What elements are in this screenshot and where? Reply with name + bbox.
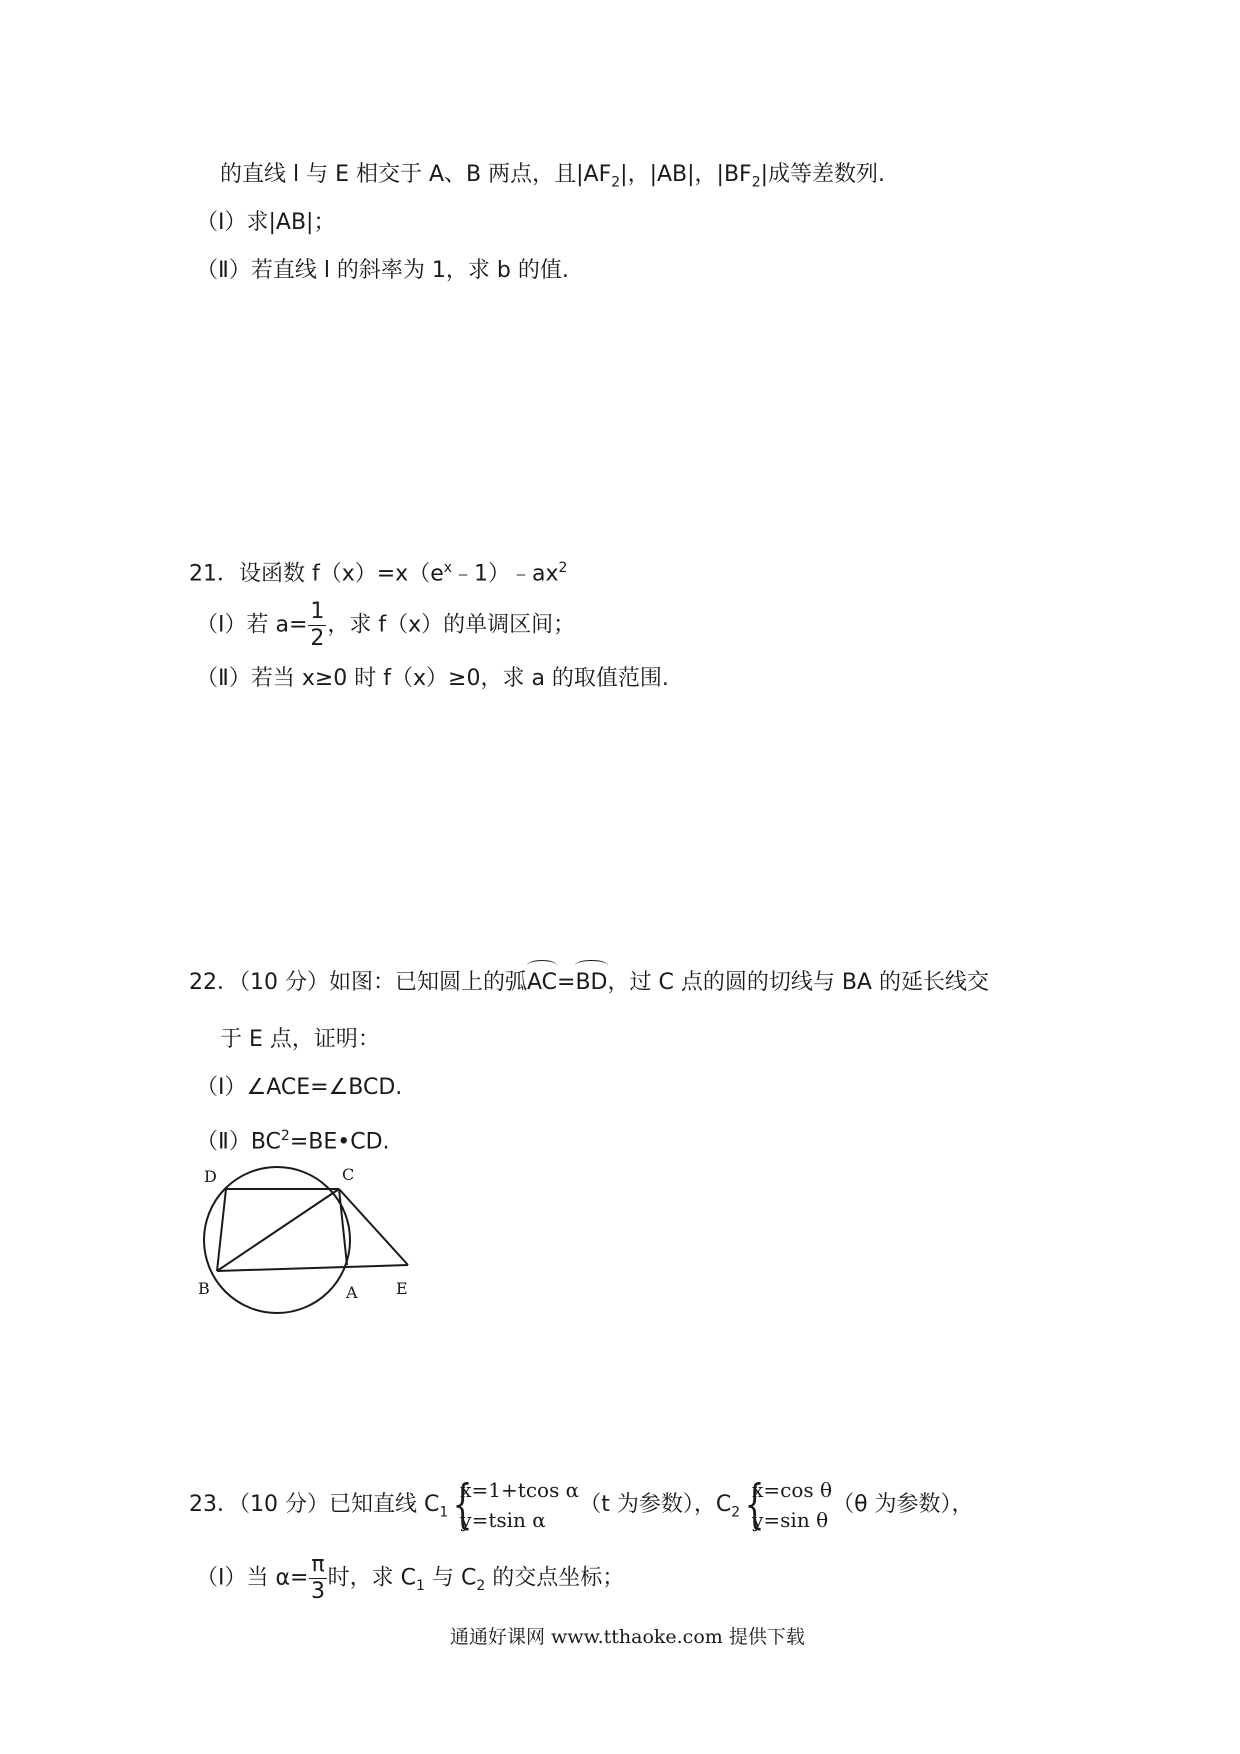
chord-bc bbox=[217, 1189, 339, 1271]
fraction-pi-over-3: $\frac{\pi}{3}$ bbox=[311, 1552, 326, 1604]
c1-system: { x=1+tcos α y=tsin α bbox=[448, 1475, 579, 1535]
chord-ca bbox=[339, 1189, 347, 1265]
q22-stem-continuation: 于 E 点，证明： bbox=[220, 1027, 380, 1052]
q22-stem: 22．（10 分）如图：已知圆上的弧AC=BD，过 C 点的圆的切线与 BA 的延长线交 bbox=[189, 968, 989, 998]
arc-ac: AC bbox=[527, 968, 557, 998]
label-a: A bbox=[346, 1283, 358, 1302]
label-d: D bbox=[204, 1167, 217, 1186]
q23-part1: （Ⅰ）当 α= $\frac{\pi}{3}$ 时，求 $C_1$ 与 $C_2$ 的交点坐标； bbox=[196, 1552, 625, 1604]
label-c: C bbox=[342, 1165, 355, 1184]
label-e: E bbox=[396, 1279, 408, 1298]
q20-part1: （Ⅰ）求|AB|； bbox=[196, 210, 336, 235]
q20-part2: （Ⅱ）若直线 l 的斜率为 1，求 b 的值. bbox=[196, 258, 569, 283]
chord-db bbox=[217, 1189, 226, 1271]
arc-bd: BD bbox=[575, 968, 607, 998]
q21-stem: 21．设函数 $f(x)=x(e^x﹣1)﹣ax^2$ bbox=[189, 560, 568, 587]
line-be bbox=[217, 1265, 408, 1271]
circle-tangent-figure bbox=[190, 1160, 430, 1320]
q21-part1: （Ⅰ）若 a= $\frac{1}{2}$ ，求 f（x）的单调区间； bbox=[196, 599, 576, 651]
fraction-one-half: $\frac{1}{2}$ bbox=[310, 599, 325, 651]
q22-part1: （Ⅰ）∠ACE=∠BCD. bbox=[196, 1075, 403, 1100]
q21-part2: （Ⅱ）若当 x≥0 时 f（x）≥0，求 a 的取值范围. bbox=[196, 666, 669, 691]
q20-continuation: 的直线 l 与 E 相交于 A、B 两点，且$|AF_2|$，|AB|，$|BF_2|$成等差数列. bbox=[220, 162, 886, 191]
q22-part2: $(Ⅱ)BC^2=BE•CD$. bbox=[196, 1128, 390, 1155]
c2-system: { x=cos θ y=sin θ bbox=[740, 1475, 832, 1535]
q23-stem: 23．（10 分）已知直线 $C_1$ { x=1+tcos α y=tsin α （t 为参数），$C_2$ { x=cos θ y=sin θ （θ 为参数）， bbox=[189, 1475, 974, 1542]
page-footer: 通通好课网 www.tthaoke.com 提供下载 bbox=[450, 1626, 805, 1648]
label-b: B bbox=[198, 1279, 210, 1298]
